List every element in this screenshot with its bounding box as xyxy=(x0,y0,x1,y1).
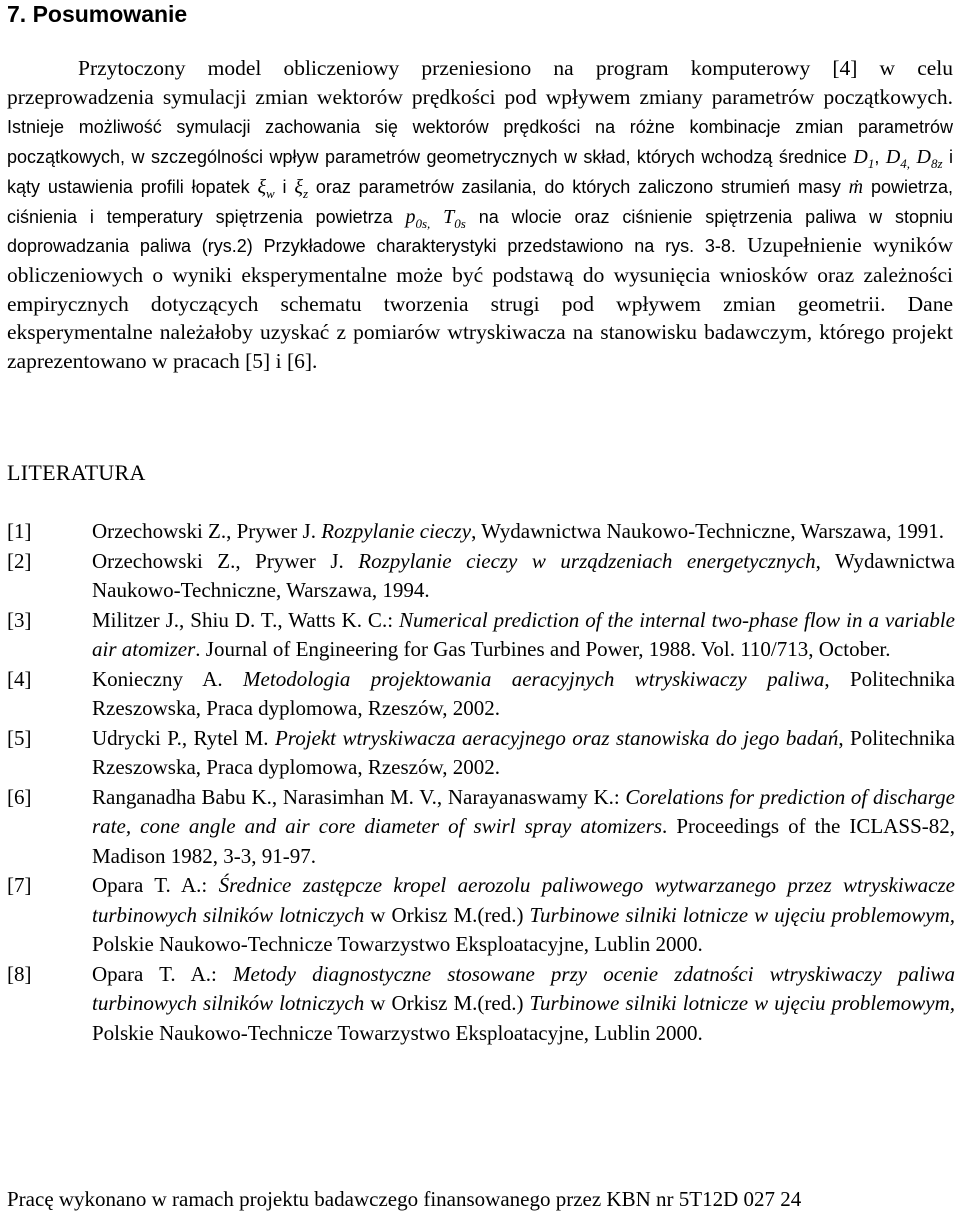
separator xyxy=(430,207,443,227)
reference-number: [4] xyxy=(7,666,32,691)
reference-number: [8] xyxy=(7,961,32,986)
symbol-t0s: $T_{0s}$ xyxy=(443,205,466,231)
paragraph-text-1: Istnieje możliwość symulacji zachowania się wektorów prędkości na różne kombinacje zmian parametrów początkowych, w szczególności wpływ parametrów geometrycznych w skład, których wchodzą średnice xyxy=(7,117,953,168)
reference-item xyxy=(7,665,955,724)
reference-item xyxy=(7,783,955,872)
reference-number: [1] xyxy=(7,519,32,543)
paragraph-lead: Przytoczony model obliczeniowy przeniesiono na program komputerowy [4] w celu przeprowadzenia symulacji zmian wektorów prędkości pod wpływem zmiany parametrów początkowych. xyxy=(7,56,953,109)
reference-item xyxy=(7,960,955,1049)
reference-number: [5] xyxy=(7,725,32,750)
reference-text: Militzer J., Shiu D. T., Watts K. C.: Numerical prediction of the internal two-phase flow in a variable air atomizer. Journal of Engineering for Gas Turbines and Power, 1988. Vol. 110/713, October. xyxy=(92,607,955,661)
reference-text: Ranganadha Babu K., Narasimhan M. V., Narayanaswamy K.: Corelations for prediction of discharge rate, cone angle and air core diameter of swirl spray atomizers. Proceedings of the ICLASS-82, Madison 1982, 3-3, 91-97. xyxy=(92,784,955,868)
reference-number: [7] xyxy=(7,873,32,897)
paragraph-text-3: i xyxy=(274,176,295,197)
reference-text: Opara T. A.: Średnice zastępcze kropel aerozolu paliwowego wytwarzanego przez wtryskiwacze turbinowych silników lotniczych w Orkisz M.(red.) Turbinowe silniki lotnicze w ujęciu problemowym, Polskie Naukowo-Technicze Towarzystwo Eksploatacyjne, Lublin 2000. xyxy=(92,873,956,956)
reference-number: [6] xyxy=(7,784,32,809)
reference-number: [3] xyxy=(7,607,32,632)
reference-list xyxy=(7,517,955,1048)
symbol-mdot: ṁ xyxy=(848,175,864,198)
symbol-xi-w: $\xi_w$ xyxy=(257,175,275,201)
reference-text: Orzechowski Z., Prywer J. Rozpylanie cieczy, Wydawnictwa Naukowo-Techniczne, Warszawa, 1991. xyxy=(92,519,945,543)
symbol-xi-z: $\xi_z$ xyxy=(294,175,308,201)
reference-item xyxy=(7,606,955,665)
paragraph-text-2: i kąty ustawienia profili łopatek xyxy=(7,147,953,197)
reference-item xyxy=(7,547,955,606)
paragraph-text-7: Uzupełnienie wyników obliczeniowych o wyniki eksperymentalne może być podstawą do wysunięcia wniosków oraz zależności empirycznych dotyczących schematu tworzenia strugi pod wpływem zmian geometrii. Dane eksperymentalne należałoby uzyskać z pomiarów wtryskiwacza na stanowisku badawczym, którego projekt zaprezentowano w pracach [5] i [6]. xyxy=(7,233,953,374)
separator: , xyxy=(874,147,886,168)
symbol-d4: $D_{4,}$ xyxy=(885,146,911,172)
reference-number: [2] xyxy=(7,548,32,573)
reference-item xyxy=(7,517,955,547)
symbol-d1: $D_1$ xyxy=(853,146,875,172)
funding-note: Pracę wykonano w ramach projektu badawczego finansowanego przez KBN nr 5T12D 027 24 xyxy=(7,1187,802,1211)
literature-heading: LITERATURA xyxy=(7,460,146,485)
symbol-d8z: $D_{8z}$ xyxy=(916,146,943,172)
reference-item xyxy=(7,724,955,783)
reference-text: Orzechowski Z., Prywer J. Rozpylanie cieczy w urządzeniach energetycznych, Wydawnictwa Naukowo-Techniczne, Warszawa, 1994. xyxy=(92,548,955,602)
paragraph-text-5: powietrza, ciśnienia i temperatury spiętrzenia powietrza xyxy=(7,176,953,227)
summary-paragraph xyxy=(7,54,953,376)
symbol-p0s: $p_{0s,}$ xyxy=(405,205,431,231)
reference-text: Konieczny A. Metodologia projektowania aeracyjnych wtryskiwaczy paliwa, Politechnika Rzeszowska, Praca dyplomowa, Rzeszów, 2002. xyxy=(92,666,955,720)
paragraph-text-6: na wlocie oraz ciśnienie spiętrzenia paliwa w stopniu doprowadzania paliwa (rys.2) Przykładowe charakterystyki przedstawiono na rys. 3-8. xyxy=(7,206,953,257)
paragraph-text-4: oraz parametrów zasilania, do których zaliczono strumień masy xyxy=(308,176,849,197)
reference-text: Opara T. A.: Metody diagnostyczne stosowane przy ocenie zdatności wtryskiwaczy paliwa turbinowych silników lotniczych w Orkisz M.(red.) Turbinowe silniki lotnicze w ujęciu problemowym, Polskie Naukowo-Technicze Towarzystwo Eksploatacyjne, Lublin 2000. xyxy=(92,961,955,1045)
section-title: 7. Posumowanie xyxy=(7,1,188,27)
reference-item xyxy=(7,871,955,960)
reference-text: Udrycki P., Rytel M. Projekt wtryskiwacza aeracyjnego oraz stanowiska do jego badań, Politechnika Rzeszowska, Praca dyplomowa, Rzeszów, 2002. xyxy=(92,725,956,779)
